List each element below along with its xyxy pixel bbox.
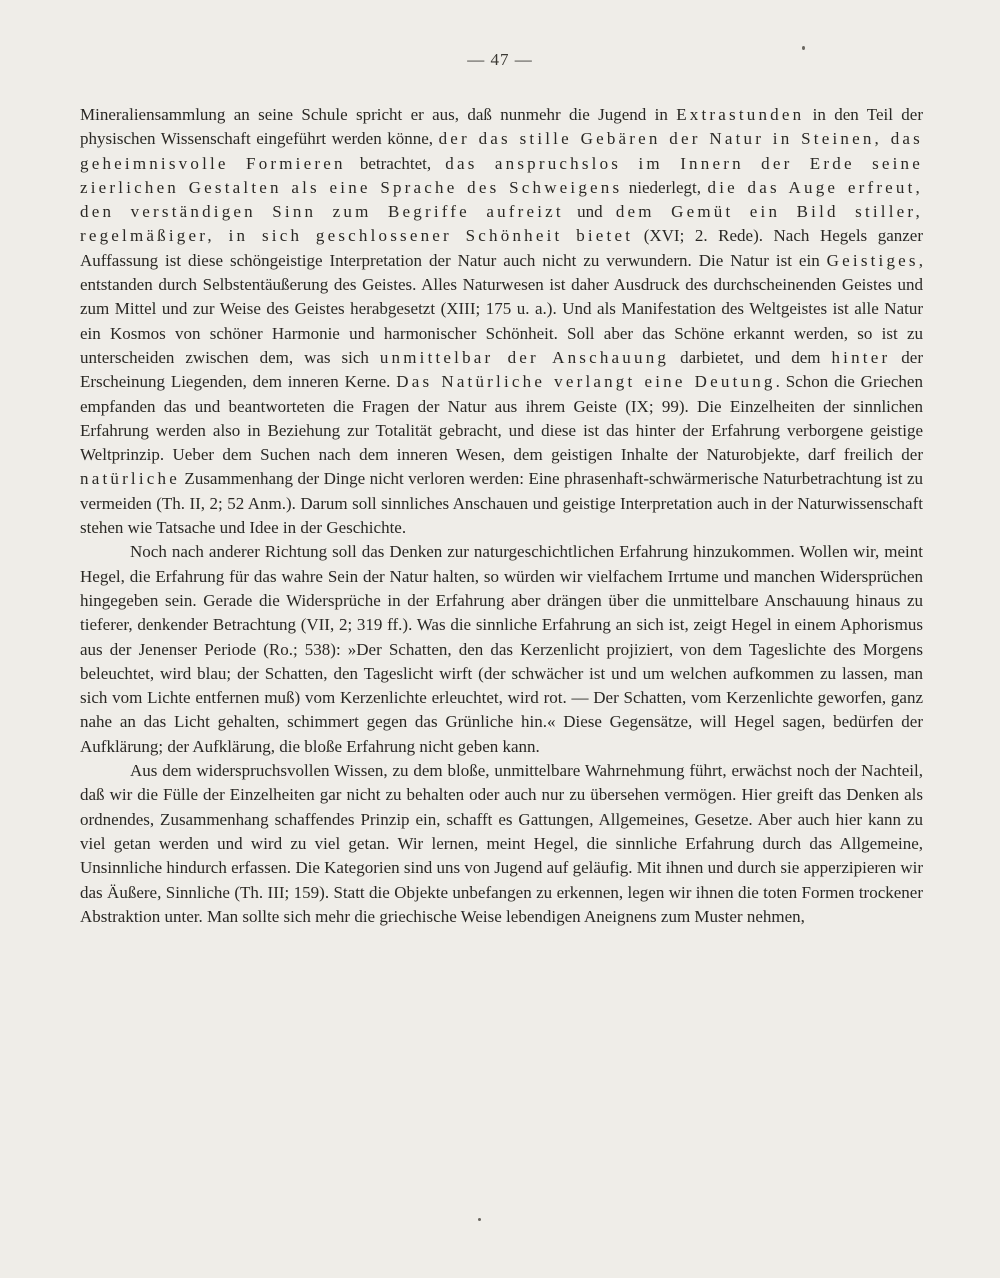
ink-speck — [802, 46, 805, 50]
text-run: in den Teil der physischen Wissenschaft eingeführt werden könne, — [80, 105, 924, 149]
text-run: betrachtet, — [345, 153, 446, 173]
paragraph — [80, 759, 923, 929]
text-run: , entstanden durch Selbstentäußerung des Geistes. Alles Naturwesen ist daher Ausdruck des durchscheinenden Geistes und zum Mittel und zur Weise des Geistes herabgesetzt (XIII; 175 u. a.). Und als Manifestation des Weltgeistes ist alle Natur ein Kosmos von schöner Harmonie und harmonischer Schönheit. Soll aber das Schöne erkannt werden, so ist zu unterscheiden zwischen dem, was sich — [80, 250, 923, 367]
spaced-emphasis: Extrastunden — [676, 105, 805, 124]
paragraph — [80, 103, 923, 540]
spaced-emphasis: unmittelbar der Anschauung — [379, 347, 670, 367]
spaced-emphasis: Geistiges — [826, 250, 919, 270]
ink-speck — [478, 1218, 481, 1221]
text-run: niederlegt, — [622, 177, 708, 197]
text-run: darbietet, und dem — [669, 347, 832, 367]
text-run: Aus dem widerspruchsvollen Wissen, zu dem bloße, unmittelbare Wahrnehmung führt, erwächst noch der Nachteil, daß wir die Fülle der Einzelheiten gar nicht zu behalten oder auch nur zu übersehen vermögen. Hier greift das Denken als ordnendes, Zusammenhang schaffendes Prinzip ein, schafft es Gattungen, Allgemeines, Gesetze. Aber auch hier kann zu viel getan werden und wird zu viel getan. Wir lernen, meint Hegel, die sinnliche Erfahrung durch das Allgemeine, Unsinnliche hindurch erfassen. Die Kategorien sind uns von Jugend auf geläufig. Mit ihnen und durch sie apperzipieren wir das Äußere, Sinnliche (Th. III; 159). Statt die Objekte unbefangen zu erkennen, legen wir ihnen die toten Formen trockener Abstraktion unter. Man sollte sich mehr die griechische Weise lebendigen Aneignens zum Muster nehmen, — [80, 761, 923, 926]
body-text — [80, 103, 923, 929]
text-run: Noch nach anderer Richtung soll das Denken zur naturgeschichtlichen Erfahrung hinzukommen. Wollen wir, meint Hegel, die Erfahrung für das wahre Sein der Natur halten, so würden wir vielfachem Irrtume und manchen Widersprüchen hingegeben sein. Gerade die Widersprüche in der Erfahrung aber drängen über die unmittelbare Anschauung hinaus zu tieferer, denkender Betrachtung (VII, 2; 319 ff.). Was die sinnliche Erfahrung an sich ist, zeigt Hegel in einem Aphorismus aus der Jenenser Periode (Ro.; 538): »Der Schatten, den das Kerzenlicht projiziert, von dem Tageslichte des Morgens beleuchtet, wird blau; der Schatten, den Tageslicht wirft (der schwächer ist und um welchen aufkommen zu lassen, man sich vom Lichte entfernen muß) vom Kerzenlichte erleuchtet, wird rot. — Der Schatten, vom Kerzenlichte geworfen, ganz nahe an das Licht gehalten, schimmert gegen das Grünliche hin.« Diese Gegensätze, will Hegel sagen, bedürfen der Aufklärung; der Aufklärung, die bloße Erfahrung nicht geben kann. — [80, 542, 923, 756]
text-run: Mineraliensammlung an seine Schule spricht er aus, daß nunmehr die Jugend in — [80, 105, 677, 124]
spaced-emphasis: hinter — [831, 347, 891, 367]
text-run: Zusammenhang der Dinge nicht verloren werden: Eine phrasenhaft-schwärmerische Naturbetrachtung ist zu vermeiden (Th. II, 2; 52 Anm.). Darum soll sinnliches Anschauen und geistige Interpretation auch in der Naturwissenschaft stehen wie Tatsache und Idee in der Geschichte. — [80, 469, 923, 538]
spaced-emphasis: die das Auge erfreut, den verständigen Sinn zum Begriffe aufreizt — [80, 177, 924, 222]
spaced-emphasis: natürliche — [80, 469, 180, 489]
page-number: — 47 — — [467, 50, 533, 69]
spaced-emphasis: dem Gemüt ein Bild stiller, regelmäßiger, in sich geschlossener Schönheit bietet — [80, 202, 924, 246]
text-run: und — [563, 202, 616, 222]
spaced-emphasis: Das Natürliche verlangt eine Deutung — [396, 372, 776, 392]
paragraph — [80, 540, 923, 759]
text-run: (XVI; 2. Rede). Nach Hegels ganzer Auffassung ist diese schöngeistige Interpretation der Natur auch nicht zu verwundern. Die Natur ist ein — [80, 226, 923, 270]
spaced-emphasis: das anspruchslos im Innern der Erde seine zierlichen Gestalten als eine Sprache des Schweigens — [80, 153, 924, 197]
text-run: . Schon die Griechen empfanden das und beantworteten die Fragen der Natur aus ihrem Geiste (IX; 99). Die Einzelheiten der sinnlichen Erfahrung werden also in Beziehung zur Totalität gebracht, und diese ist das hinter der Erfahrung verborgene geistige Weltprinzip. Ueber dem Suchen nach dem inneren Wesen, dem geistigen Inhalte der Naturobjekte, darf freilich der — [80, 372, 923, 465]
text-run: der Erscheinung Liegenden, dem inneren Kerne. — [80, 347, 924, 392]
spaced-emphasis: der das stille Gebären der Natur in Steinen, das geheimnisvolle Formieren — [80, 129, 923, 173]
